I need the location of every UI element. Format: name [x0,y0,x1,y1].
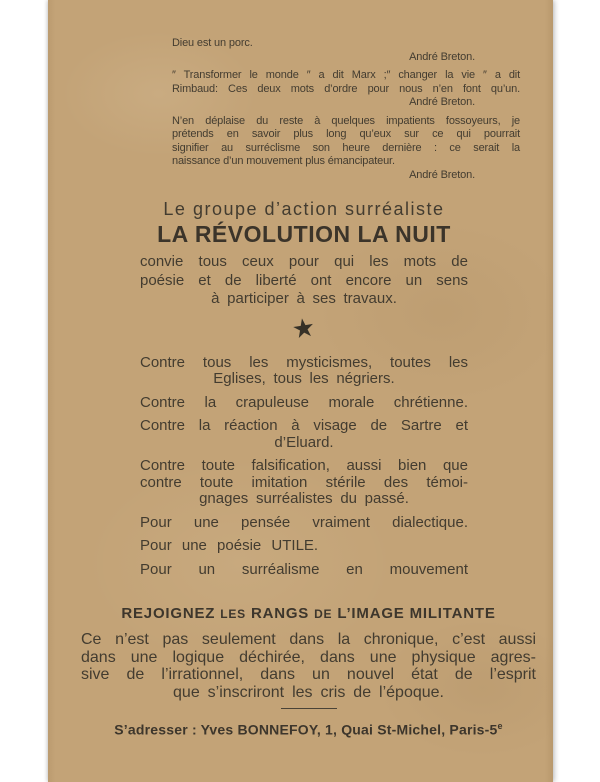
rally-segment-small: DE [314,607,333,621]
rally-segment: L’IMAGE MILITANTE [337,605,496,622]
star-separator [140,311,468,348]
star-icon: ★ [290,311,318,346]
manifesto-item-pour-poesie [140,538,468,555]
rally-segment: RANGS [250,605,310,622]
manifesto-section [140,355,468,579]
closing-section [81,605,536,738]
announcement-section [140,199,468,578]
rally-heading [81,605,536,623]
quote-3-attribution: André Breton. [409,168,475,181]
closing-line-2: dans une logique déchirée, dans une physique agres- [81,648,536,666]
invitation-line-1: convie tous ceux pour qui les mots de [140,253,468,270]
rally-segment: REJOIGNEZ [121,605,216,622]
quote-1-text: Dieu est un porc. [172,37,253,49]
quote-3-line-3: signifier au surréclisme son heure dernière : ce serait la [172,141,520,154]
manifesto-line: Contre la réaction à visage de Sartre et [140,417,468,434]
quote-2-line-1: ″ Transformer le monde ″ a dit Marx ;″ changer la vie ″ a dit [172,69,520,81]
manifesto-item-pour-surrealisme [140,562,468,579]
manifesto-line: Pour un surréalisme en mouvement [140,560,468,578]
manifesto-line: Eglises, tous les négriers. [213,370,395,387]
epigraph-section [172,37,520,182]
quote-2-attribution: André Breton. [409,96,475,108]
manifesto-item-contre-falsification [140,458,468,508]
invitation-line-2: poésie et de liberté ont encore un sens [140,271,468,289]
invitation-paragraph [140,253,468,309]
invitation-line-3: à participer à ses travaux. [211,290,397,307]
rally-segment-small: LES [220,607,246,621]
quote-3-line-1: N’en déplaise du reste à quelques impatients fossoyeurs, je [172,114,520,127]
quote-2-line-2: Rimbaud: Ces deux mots d’ordre pour nous n’en font qu’un. [172,82,520,95]
closing-line-1: Ce n’est pas seulement dans la chronique, c’est aussi [81,631,536,648]
section-divider [281,708,337,709]
manifesto-line: contre toute imitation stérile des témoi- [140,473,468,491]
quote-3 [172,115,520,183]
manifesto-item-contre-mysticismes [140,355,468,388]
quote-3-line-4: naissance d’un mouvement plus émancipateur. [172,155,395,167]
quote-3-line-2: prétends en savoir plus long qu’eux sur ce qui pourrait [172,128,520,140]
manifesto-line: Contre la crapuleuse morale chrétienne. [140,393,468,411]
manifesto-item-pour-pensee [140,515,468,532]
group-name-line: Le groupe d’action surréaliste [163,199,445,219]
contact-address-line [81,721,536,738]
quote-1-attribution: André Breton. [409,50,475,63]
manifesto-line: d’Eluard. [274,433,334,451]
manifesto-line: Pour une pensée vraiment dialectique. [140,513,468,531]
contact-address-superscript: e [497,721,503,731]
manifesto-line: Pour une poésie UTILE. [140,537,319,554]
closing-line-4: que s’inscriront les cris de l’époque. [173,683,444,701]
tract-paper [48,0,553,782]
manifesto-item-contre-reaction [140,418,468,451]
manifesto-line: Contre toute falsification, aussi bien que [140,457,468,474]
manifesto-line: Contre tous les mysticismes, toutes les [140,353,468,371]
contact-address-text: S’adresser : Yves BONNEFOY, 1, Quai St-Michel, Paris-5 [114,721,498,738]
quote-2 [172,69,520,110]
closing-paragraph [81,631,536,701]
manifesto-item-contre-morale [140,395,468,412]
tract-title: LA RÉVOLUTION LA NUIT [157,221,451,247]
closing-line-3: sive de l’irrationnel, dans un nouvel état de l’esprit [81,666,536,683]
manifesto-line: gnages surréalistes du passé. [199,490,409,507]
